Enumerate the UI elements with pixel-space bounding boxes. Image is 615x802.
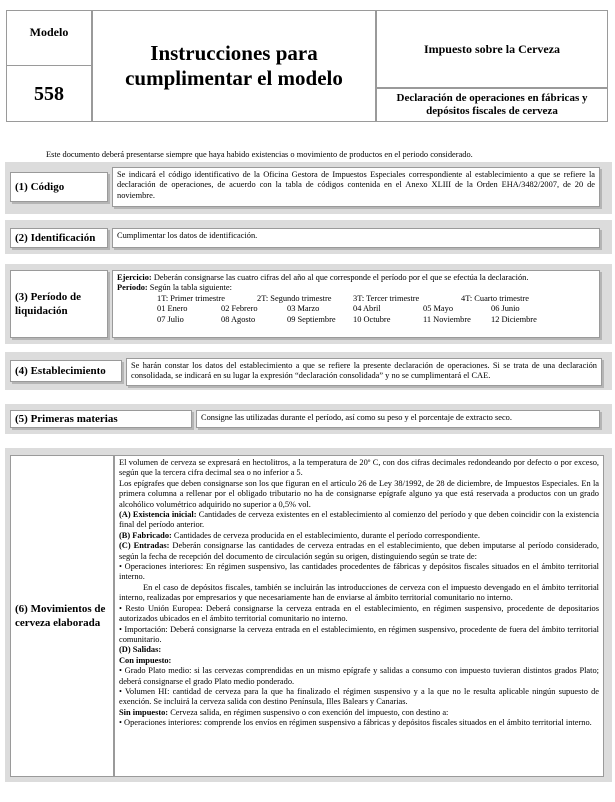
entradas-depositos: En el caso de depósitos fiscales, también se incluirán las introducciones de cerveza con el impuesto devengado en el ámbito territorial interno, realizadas por empresarios y que necesariamente han de enviarse al ámbito territorial comunitario no interno. [119, 582, 599, 603]
mes-item: 06 Junio [491, 304, 520, 314]
page-title: Instrucciones para cumplimentar el modelo [125, 41, 343, 90]
salidas-volumen: • Volumen HI: cantidad de cerveza para la que ha finalizado el régimen suspensivo y a la que no le resulta aplicable ningún supuesto de exención. Se incluirá la cerveza salida con destino Península, Illes Balears y Canarias. [119, 686, 599, 707]
fabricado-text: Cantidades de cerveza producida en el establecimiento, durante el período correspondiente. [171, 530, 480, 540]
sin-impuesto-label: Sin impuesto: [119, 707, 169, 717]
periodo-label: Período: [117, 283, 148, 293]
mes-item: 08 Agosto [221, 314, 256, 324]
salidas-label: (D) Salidas: [119, 645, 162, 655]
subtitle-box [376, 88, 608, 122]
section-materias-label: (5) Primeras materias [10, 410, 192, 428]
ejercicio-label: Ejercicio: [117, 273, 152, 282]
entradas-ue: • Resto Unión Europea: Deberá consignarse la cerveza entrada en el establecimiento, en régimen suspensivo, procedente de depositarios autorizados ubicados en el ámbito territorial comunitario no interno. [119, 603, 599, 624]
modelo-label: Modelo [29, 25, 69, 39]
tax-name-box [376, 10, 608, 88]
modelo-box [6, 10, 92, 122]
trimestre-item: 1T: Primer trimestre [157, 293, 225, 303]
entradas-label: (C) Entradas: [119, 541, 170, 551]
section-periodo-label: (3) Período de liquidación [10, 270, 108, 338]
entradas-text: Deberán consignarse las cantidades de cerveza entradas en el establecimiento, que deben imputarse al período considerado, según la fecha de recepción del documento de circulación según su origen, distinguiendo según se trate de: [119, 541, 599, 561]
section-codigo-text: Se indicará el código identificativo de la Oficina Gestora de Impuestos Especiales correspondiente al establecimiento a que se refiere la declaración de operaciones, de acuerdo con la tabla de códigos contenida en el Anexo XLIII de la Orden EHA/3482/2007, de 20 de noviembre. [112, 167, 600, 207]
section-materias-text: Consigne las utilizadas durante el período, así como su peso y el porcentaje de extracto seco. [196, 410, 600, 428]
mes-item: 07 Julio [157, 314, 184, 324]
existencia-inicial-label: (A) Existencia inicial: [119, 510, 197, 520]
intro-text: Este documento deberá presentarse siempre que haya habido existencias o movimiento de productos en el periodo considerado. [46, 150, 473, 159]
con-impuesto-label: Con impuesto: [119, 655, 172, 665]
fabricado-label: (B) Fabricado: [119, 530, 172, 540]
ejercicio-text: Deberán consignarse las cuatro cifras del año al que corresponde el período por el que se efectúa la declaración. [151, 273, 529, 282]
meses-row [117, 315, 595, 325]
existencia-inicial-text: Cantidades de cerveza existentes en el establecimiento al comienzo del período y que deben coincidir con la existencia final del período anterior. [119, 510, 599, 530]
modelo-number: 558 [34, 83, 64, 105]
trimestre-item: 4T: Cuarto trimestre [461, 293, 529, 303]
section-identificacion-text: Cumplimentar los datos de identificación. [112, 228, 600, 248]
trimestre-item: 2T: Segundo trimestre [257, 293, 332, 303]
meses-row [117, 304, 595, 314]
mes-item: 04 Abril [353, 304, 381, 314]
movimientos-p1: El volumen de cerveza se expresará en hectolitros, a la temperatura de 20º C, con dos cifras decimales redondeando por defecto o por exceso, según que la tercera cifra decimal sea o no inferior a 5. [119, 458, 599, 478]
mes-item: 05 Mayo [423, 304, 454, 314]
salidas-grado-plato: • Grado Plato medio: si las cervezas comprendidas en un mismo epígrafe y salidas a consumo con impuesto tuvieran distintos grados Plato; deberá consignarse el grado Plato medio ponderado. [119, 666, 599, 686]
sin-impuesto-text: Cerveza salida, en régimen suspensivo o con exención del impuesto, con destino a: [168, 707, 449, 717]
divider [7, 65, 91, 66]
trimestres-row [117, 294, 595, 304]
periodo-text: Según la tabla siguiente: [147, 283, 232, 293]
tax-name: Impuesto sobre la Cerveza [423, 41, 561, 56]
trimestre-item: 3T: Tercer trimestre [353, 293, 420, 303]
section-movimientos-label: (6) Movimientos de cerveza elaborada [10, 455, 114, 777]
mes-item: 01 Enero [157, 304, 188, 314]
entradas-interiores: • Operaciones interiores: En régimen suspensivo, las cantidades procedentes de fábricas y depósitos fiscales situados en el ámbito territorial interno. [119, 562, 599, 582]
section-periodo-text [112, 270, 600, 338]
movimientos-p2: Los epígrafes que deben consignarse son los que figuran en el artículo 26 de Ley 38/1992, de 28 de diciembre, de Impuestos Especiales. En la primera columna a rellenar por el obligado tributario no ha de consignarse epígrafe alguno ya que está reservada a productos con un grado alcohólico volumétrico adquirido no superior a 0,5% vol. [119, 478, 599, 509]
mes-item: 11 Noviembre [423, 314, 471, 324]
title-box [92, 10, 376, 122]
mes-item: 03 Marzo [287, 304, 320, 314]
section-establecimiento-label: (4) Establecimiento [10, 360, 122, 382]
subtitle: Declaración de operaciones en fábricas y depósitos fiscales de cerveza [396, 92, 588, 117]
mes-item: 02 Febrero [221, 304, 258, 314]
entradas-importacion: • Importación: Deberá consignarse la cerveza entrada en el establecimiento, en régimen suspensivo, procedente de fuera del ámbito territorial comunitario. [119, 624, 599, 644]
section-establecimiento-text: Se harán constar los datos del establecimiento a que se refiere la presente declaración de operaciones. Si se trata de una declaración consolidada, se indicará en su lugar la expresión “declaración consolidada” y no se cumplimentará el CAE. [126, 358, 602, 386]
mes-item: 09 Septiembre [287, 314, 336, 324]
mes-item: 12 Diciembre [491, 314, 537, 324]
salidas-interiores: • Operaciones interiores: comprende los envíos en régimen suspensivo a fábricas y depósitos fiscales situados en el ámbito territorial interno. [119, 718, 592, 728]
section-codigo-label: (1) Código [10, 172, 108, 202]
section-identificacion-label: (2) Identificación [10, 228, 108, 248]
section-movimientos-text [114, 455, 604, 777]
mes-item: 10 Octubre [353, 314, 391, 324]
